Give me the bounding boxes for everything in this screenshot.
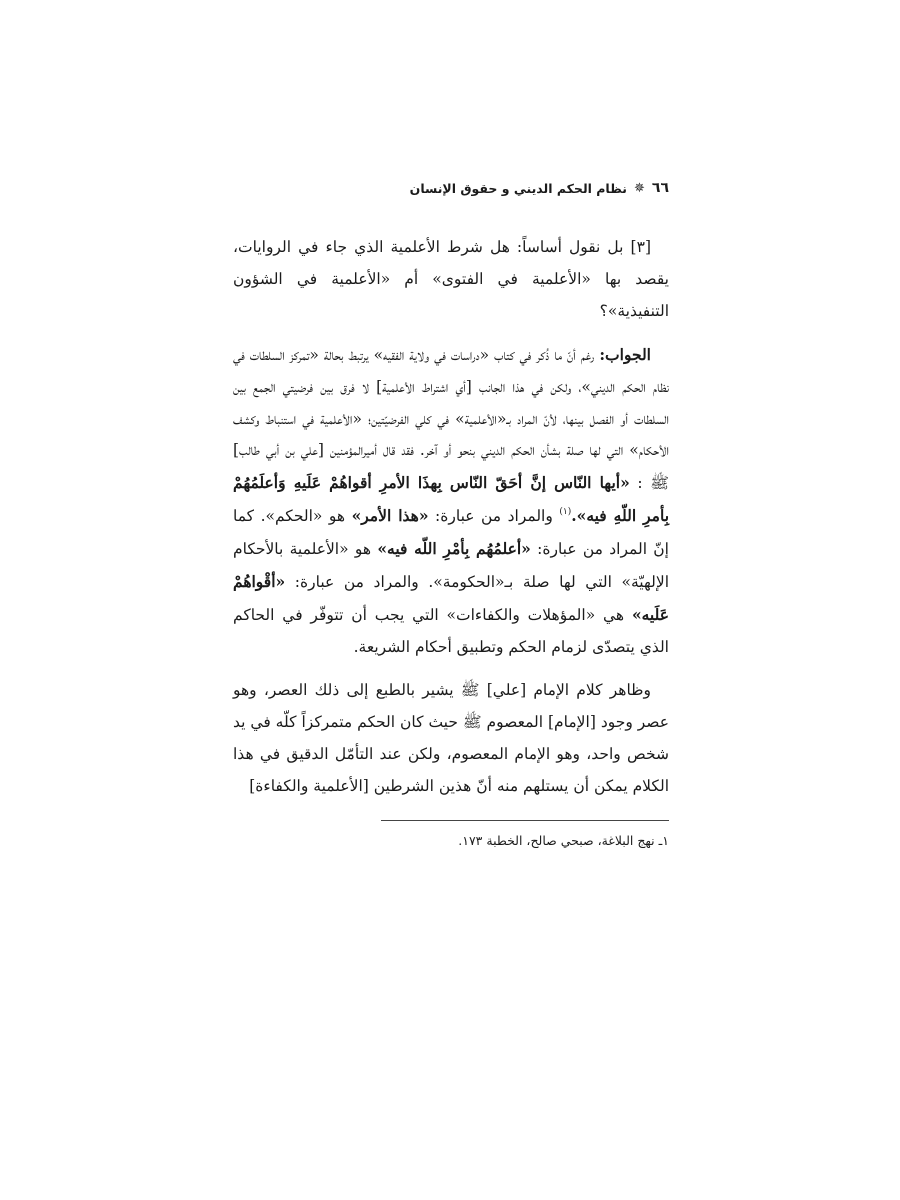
running-header xyxy=(233,178,669,198)
page-number: ٦٦ xyxy=(651,180,669,196)
book-page xyxy=(233,178,669,850)
answer-label: الجواب: xyxy=(599,344,651,364)
hadith-quote: «أيها النّاس إنَّ أحَقّ النّاس بِهذَا الأمرِ أقواهُمْ عَلَيهِ وَأعلَمُهُمْ بِأمرِ اللّهِ فيه». xyxy=(233,473,670,526)
footnote-reference: (١) xyxy=(559,507,572,518)
commentary-text: وظاهر كلام الإمام [علي] ﷺ يشير بالطبع إلى ذلك العصر، وهو عصر وجود [الإمام] المعصوم ﷺ حيث كان الحكم متمركزاً كلّه في يد شخص واحد، وهو الإمام المعصوم، ولكن عند التأمّل الدقيق في هذا الكلام يمكن أن يستلهم منه أنّ هذين الشرطين [الأعلمية والكفاءة] xyxy=(233,680,669,795)
answer-text-3: هو «الحكم». كما إنّ المراد من عبارة: xyxy=(233,507,669,559)
quote-alamuhum: «أعلمُهُم بِأمْرِ اللّه فيه» xyxy=(377,539,531,559)
ornament-star-icon: ✵ xyxy=(634,180,645,196)
paragraph-commentary xyxy=(233,675,669,803)
paragraph-answer xyxy=(233,339,669,664)
quote-aqwahum: «أقْواهُمْ عَلَيه» xyxy=(233,572,669,624)
paragraph-question xyxy=(233,232,669,328)
footnote: ١ـ نهج البلاغة، صبحي صالح، الخطبة ١٧٣. xyxy=(458,833,669,849)
answer-text-1: رغم أنّ ما ذُكر في كتاب «دراسات في ولاية الفقيه» يرتبط بحالة «تمركز السلطات في نظام الحكم الديني»، ولكن في هذا الجانب [أي اشتراط الأعلمية] لا فرق بين فرضيتي الجمع بين السلطات أو الفصل بينها، لأنّ المراد بـ«الأعلمية» في كلي الفرضيّتين؛ «الأعلمية في استنباط وكشف الأحكام» التي لها صلة بشأن الحكم الديني بنحو أو آخر. فقد قال أميرالمؤمنين [علي بن أبي طالب] ﷺ : xyxy=(233,345,669,493)
question-text: [٣] بل نقول أساساً: هل شرط الأعلمية الذي جاء في الروايات، يقصد بها «الأعلمية في الفتوى» أم «الأعلمية في الشؤون التنفيذية»؟ xyxy=(233,238,669,320)
book-title: نظام الحكم الديني و حقوق الإنسان xyxy=(409,180,627,196)
quote-hadha-al-amr: «هذا الأمر» xyxy=(351,506,429,526)
answer-text-4: هو «الأعلمية بالأحكام الإلهيّة» التي لها صلة بـ«الحكومة». والمراد من عبارة: xyxy=(233,540,669,592)
footnote-divider xyxy=(381,820,669,821)
answer-text-2: والمراد من عبارة: xyxy=(428,507,560,526)
answer-text-5: هي «المؤهلات والكفاءات» التي يجب أن تتوفّر في الحاكم الذي يتصدّى لزمام الحكم وتطبيق أحكام الشريعة. xyxy=(233,605,669,656)
